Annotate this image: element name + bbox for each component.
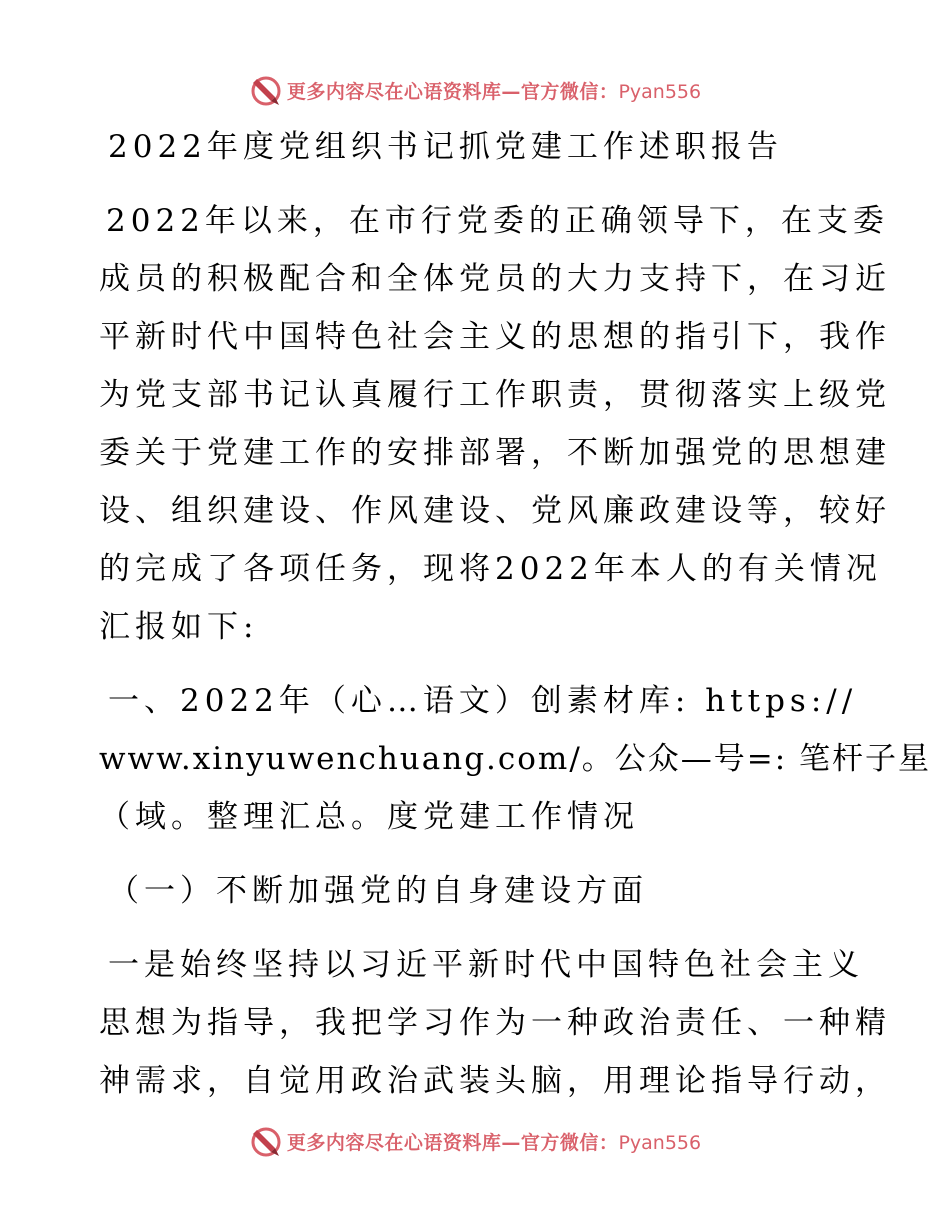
document-title: 2022年度党组织书记抓党建工作述职报告 bbox=[108, 129, 783, 165]
paragraph-line: 平新时代中国特色社会主义的思想的指引下，我作 bbox=[99, 319, 891, 355]
paragraph-line: 的完成了各项任务，现将2022年本人的有关情况 bbox=[99, 551, 882, 587]
section-heading-line: www.xinyuwenchuang.com/。公众—号=: 笔杆子星 bbox=[99, 741, 932, 777]
watermark-text: 更多内容尽在心语资料库—官方微信：Pyan556 bbox=[286, 80, 702, 103]
paragraph-line: 为党支部书记认真履行工作职责，贯彻落实上级党 bbox=[99, 377, 891, 413]
pen-logo-icon bbox=[249, 73, 283, 107]
pen-logo-icon bbox=[249, 1124, 283, 1158]
paragraph-line: 神需求，自觉用政治武装头脑，用理论指导行动， bbox=[99, 1063, 891, 1099]
paragraph-line: 成员的积极配合和全体党员的大力支持下，在习近 bbox=[99, 261, 891, 297]
paragraph-line: 设、组织建设、作风建设、党风廉政建设等，较好 bbox=[99, 493, 891, 529]
paragraph-line: 汇报如下: bbox=[99, 609, 259, 645]
section-heading-line: （域。整理汇总。度党建工作情况 bbox=[99, 799, 639, 835]
header-watermark-banner bbox=[0, 70, 950, 110]
subsection-heading: （一）不断加强党的自身建设方面 bbox=[108, 873, 648, 909]
paragraph-line: 委关于党建工作的安排部署，不断加强党的思想建 bbox=[99, 435, 891, 471]
paragraph-line: 思想为指导，我把学习作为一种政治责任、一种精 bbox=[99, 1005, 891, 1041]
paragraph-line: 一是始终坚持以习近平新时代中国特色社会主义 bbox=[108, 947, 864, 983]
section-heading-line: 一、2022年（心…语文）创素材库: https:// bbox=[108, 683, 858, 719]
watermark-text: 更多内容尽在心语资料库—官方微信：Pyan556 bbox=[286, 1131, 702, 1154]
footer-watermark-banner bbox=[0, 1121, 950, 1161]
paragraph-line: 2022年以来，在市行党委的正确领导下，在支委 bbox=[106, 203, 889, 239]
